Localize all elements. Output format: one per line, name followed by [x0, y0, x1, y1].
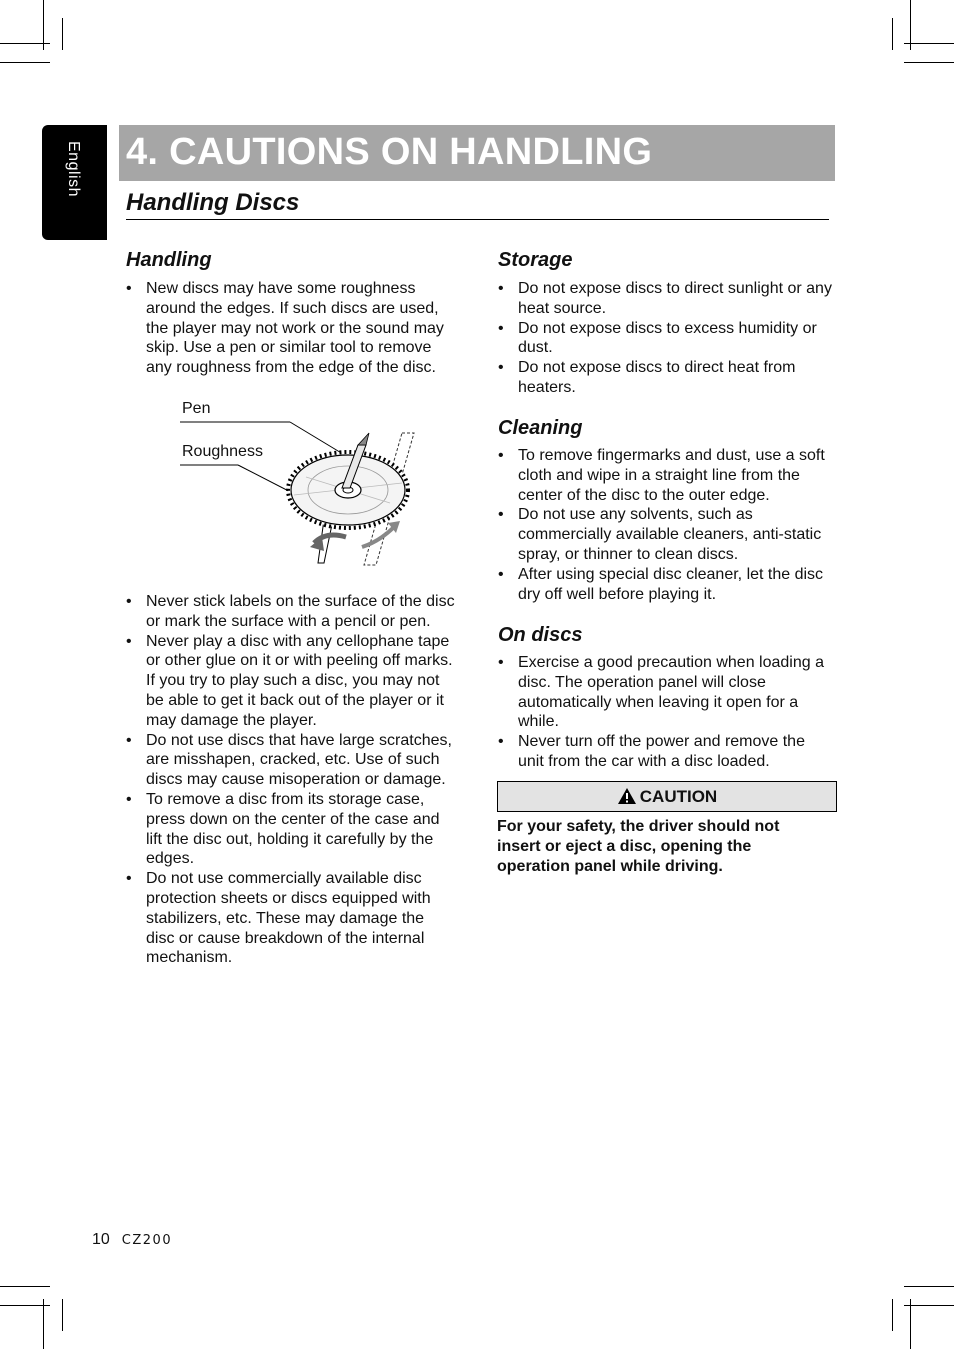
caution-label: CAUTION [639, 787, 718, 806]
page-footer [92, 1231, 172, 1249]
section-title-bar [126, 189, 829, 220]
list-item: • Do not use discs that have large scratches, are misshapen, cracked, etc. Use of such discs may cause misoperation or damage. [126, 731, 456, 790]
disc-deburring-figure [176, 395, 436, 575]
list-item: • After using special disc cleaner, let the disc dry off well before playing it. [498, 565, 828, 605]
list-item: • To remove fingermarks and dust, use a soft cloth and wipe in a straight line from the center of the disc to the outer edge. [498, 446, 828, 505]
chapter-title-bar [119, 125, 835, 181]
page-number: 10 [92, 1231, 110, 1248]
caution-banner [497, 781, 837, 812]
list-item: • Never stick labels on the surface of the disc or mark the surface with a pencil or pen. [126, 592, 456, 632]
caution-text: For your safety, the driver should not insert or eject a disc, opening the operation panel while driving. [497, 818, 780, 875]
cleaning-list [498, 446, 828, 604]
cleaning-heading: Cleaning [498, 417, 583, 439]
on-discs-heading: On discs [498, 624, 583, 646]
on-discs-list [498, 653, 828, 772]
handling-intro-list [126, 279, 456, 378]
language-tab-label: English [65, 141, 82, 197]
chapter-title: 4. CAUTIONS ON HANDLING [126, 131, 653, 173]
storage-heading: Storage [498, 249, 573, 271]
list-item: • New discs may have some roughness around the edges. If such discs are used, the player may not work or the sound may skip. Use a pen or similar tool to remove any roughness from the edge of the disc. [126, 279, 456, 378]
figure-label-roughness: Roughness [182, 443, 263, 460]
list-item: • Do not use any solvents, such as commercially available cleaners, anti-static spray, or thinner to clean discs. [498, 505, 828, 564]
list-item: • Never turn off the power and remove the unit from the car with a disc loaded. [498, 732, 828, 772]
list-item: • Do not use commercially available disc protection sheets or discs equipped with stabilizers, etc. These may damage the disc or cause breakdown of the internal mechanism. [126, 869, 456, 968]
handling-heading: Handling [126, 249, 212, 271]
list-item: • Do not expose discs to direct sunlight or any heat source. [498, 279, 833, 319]
warning-triangle-icon [617, 787, 637, 805]
model-name: CZ200 [121, 1233, 173, 1248]
disc-pen-illustration [176, 395, 436, 575]
language-tab [42, 125, 107, 240]
storage-list [498, 279, 833, 398]
list-item: • Never play a disc with any cellophane tape or other glue on it or with peeling off marks. If you try to play such a disc, you may not be able to get it back out of the player or it may damage the player. [126, 632, 456, 731]
list-item: • To remove a disc from its storage case, press down on the center of the case and lift the disc out, holding it carefully by the edges. [126, 790, 456, 869]
list-item: • Do not expose discs to direct heat from heaters. [498, 358, 833, 398]
handling-list [126, 592, 456, 968]
list-item: • Do not expose discs to excess humidity or dust. [498, 319, 833, 359]
section-title: Handling Discs [126, 189, 300, 216]
figure-label-pen: Pen [182, 400, 211, 417]
list-item: • Exercise a good precaution when loading a disc. The operation panel will close automatically when leaving it open for a while. [498, 653, 828, 732]
